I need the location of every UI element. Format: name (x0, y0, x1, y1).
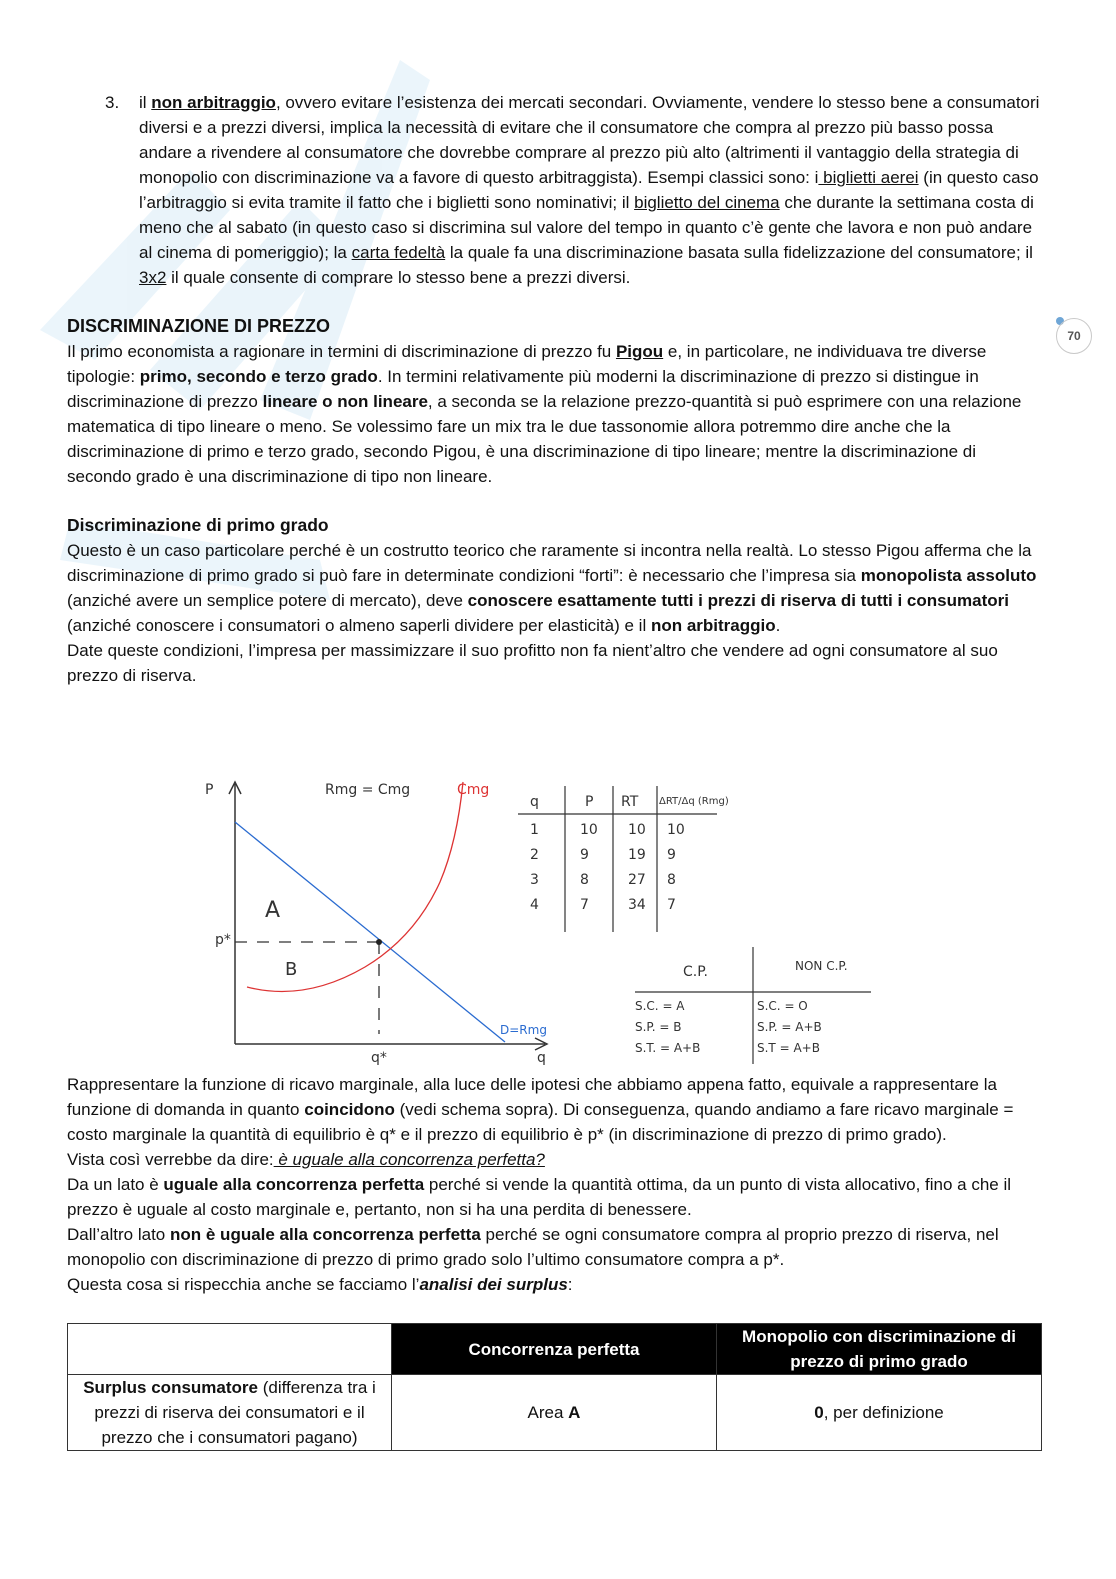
area-b-label: B (285, 959, 298, 980)
cell-concorrenza (392, 1375, 717, 1451)
qstar-label: q* (371, 1050, 387, 1066)
cell-text: , per definizione (823, 1403, 944, 1422)
axis-p-label: P (205, 782, 214, 798)
row-label-bold: Surplus consumatore (83, 1378, 258, 1397)
document-body (67, 90, 1042, 688)
table-cell: 7 (667, 897, 676, 913)
header-concorrenza: Concorrenza perfetta (392, 1324, 717, 1375)
cell-bold: 0 (814, 1403, 824, 1422)
surplus-cell: S.C. = O (757, 999, 808, 1013)
table-cell: 7 (580, 897, 589, 913)
text-run: che durante la settimana costa di meno che al sabato (in questo caso si discrimina sul valore del tempo in quanto c’è gente che lavora e non può andare al cinema di pomeriggio); la (139, 193, 1034, 262)
table-header: RT (621, 794, 639, 810)
table-cell: 10 (580, 822, 598, 838)
table-cell: 27 (628, 872, 646, 888)
cell-text: Area (527, 1403, 569, 1422)
subsection-paragraph (67, 538, 1042, 638)
text-run: la quale fa una discriminazione basata sulla fidelizzazione del consumatore; il (445, 243, 1033, 262)
example-3x2: 3x2 (139, 268, 167, 287)
text-run: e, in particolare, ne individuava tre diverse tipologie: (67, 342, 987, 386)
text-run: Questa cosa si rispecchia anche se facciamo l’ (67, 1275, 420, 1294)
table-cell: 10 (667, 822, 685, 838)
text-run: (anziché avere un semplice potere di mercato), deve (67, 591, 468, 610)
surplus-cell: S.P. = A+B (757, 1020, 822, 1034)
question-text: è uguale alla concorrenza perfetta? (273, 1150, 545, 1169)
paragraph-ricavo (67, 1072, 1042, 1147)
text-run: perché si vende la quantità ottima, da un punto di vista allocativo, fino a che il prezzo è uguale al costo marginale e, pertanto, non si ha una perdita di benessere. (67, 1175, 1012, 1219)
paragraph-uguale (67, 1172, 1042, 1222)
row-label-rest: (differenza tra i prezzi di riserva dei consumatori e il prezzo che i consumatori pagano) (94, 1378, 376, 1447)
text-run: : (567, 1275, 573, 1294)
table-header: q (530, 794, 539, 810)
axis-q-label: q (537, 1050, 546, 1066)
text-run: (vedi schema sopra). Di conseguenza, quando andiamo a fare ricavo marginale = costo marginale la quantità di equilibrio è q* e il prezzo di equilibrio è p* (in discriminazione di prezzo di primo grado). (67, 1100, 1014, 1144)
example-biglietto-cinema: biglietto del cinema (634, 193, 780, 212)
marginal-cost-curve (247, 782, 463, 992)
table-header: ΔRT/Δq (Rmg) (659, 796, 729, 807)
table-header-row (68, 1324, 1042, 1375)
demand-label: D=Rmg (500, 1023, 547, 1037)
table-cell: 1 (530, 822, 539, 838)
text-run: (anziché conoscere i consumatori o almeno saperli dividere per elasticità) e il (67, 616, 651, 635)
term-lineare: lineare o non lineare (262, 392, 428, 411)
pstar-label: p* (215, 932, 231, 948)
surplus-table (635, 947, 871, 1064)
equilibrium-point (376, 939, 382, 945)
table-cell: 10 (628, 822, 646, 838)
surplus-cell: S.T = A+B (757, 1041, 820, 1055)
table-cell: 34 (628, 897, 646, 913)
list-item (67, 90, 1042, 290)
term-gradi: primo, secondo e terzo grado (139, 367, 378, 386)
cmg-label: Cmg (457, 782, 490, 798)
after-figure-text (67, 1072, 1042, 1297)
revenue-table (518, 786, 729, 932)
surplus-header-noncp: NON C.P. (795, 959, 848, 973)
area-a-label: A (265, 898, 281, 923)
paragraph-non-uguale (67, 1222, 1042, 1272)
subsection-paragraph-2: Date queste condizioni, l’impresa per massimizzare il suo profitto non fa nient’altro che vendere ad ogni consumatore al suo prezzo di riserva. (67, 641, 998, 685)
text-run: , a seconda se la relazione prezzo-quantità si può esprimere con una relazione matematica di tipo lineare o meno. Se volessimo fare un mix tra le due tassonomie allora potremmo dire anche che la discriminazione di primo e terzo grado, secondo Pigou, è una discriminazione di tipo lineare; mentre la discriminazione di secondo grado è una discriminazione di tipo non lineare. (67, 392, 1022, 486)
example-biglietti-aerei: biglietti aerei (818, 168, 919, 187)
surplus-header-cp: C.P. (683, 964, 708, 980)
demand-line (235, 822, 505, 1042)
rmg-cmg-label: Rmg = Cmg (325, 782, 411, 798)
text-run: il quale consente di comprare lo stesso bene a prezzi diversi. (166, 268, 631, 287)
table-cell: 8 (667, 872, 676, 888)
table-cell: 9 (667, 847, 676, 863)
table-cell: 19 (628, 847, 646, 863)
term-pigou: Pigou (615, 342, 664, 361)
term-coincidono: coincidono (304, 1100, 395, 1119)
term-non-arbitraggio-2: non arbitraggio (650, 616, 776, 635)
table-cell: 3 (530, 872, 539, 888)
section-title: DISCRIMINAZIONE DI PREZZO (67, 316, 331, 336)
surplus-cell: S.P. = B (635, 1020, 682, 1034)
table-header: P (585, 794, 594, 810)
example-carta-fedelta: carta fedeltà (351, 243, 446, 262)
page-number: 70 (1056, 318, 1092, 354)
paragraph-surplus (67, 1272, 1042, 1297)
comparison-table (67, 1323, 1042, 1451)
term-prezzi-riserva: conoscere esattamente tutti i prezzi di riserva di tutti i consumatori (467, 591, 1009, 610)
cell-bold: A (568, 1403, 581, 1422)
table-cell: 4 (530, 897, 539, 913)
text-run: Il primo economista a ragionare in termini di discriminazione di prezzo fu (67, 342, 616, 361)
header-monopolio: Monopolio con discriminazione di prezzo di primo grado (717, 1324, 1042, 1375)
handwritten-diagram (195, 772, 885, 1067)
text-run: . (775, 616, 781, 635)
surplus-cell: S.T. = A+B (635, 1041, 701, 1055)
table-cell: 2 (530, 847, 539, 863)
text-run: Dall’altro lato (67, 1225, 170, 1244)
term-non-uguale: non è uguale alla concorrenza perfetta (170, 1225, 481, 1244)
term-analisi-surplus: analisi dei surplus (419, 1275, 568, 1294)
text-run: il (139, 93, 152, 112)
paragraph-question (67, 1147, 1042, 1172)
text-run: Da un lato è (67, 1175, 164, 1194)
surplus-cell: S.C. = A (635, 999, 685, 1013)
table-row (68, 1375, 1042, 1451)
list-number: 3. (105, 93, 120, 112)
text-run: Vista così verrebbe da dire: (67, 1150, 274, 1169)
section-paragraph (67, 339, 1042, 489)
cell-monopolio (717, 1375, 1042, 1451)
empty-header-cell (68, 1324, 392, 1375)
text-run: Rappresentare la funzione di ricavo marginale, alla luce delle ipotesi che abbiamo appena fatto, equivale a rappresentare la funzione di domanda in quanto (67, 1075, 997, 1119)
table-cell: 8 (580, 872, 589, 888)
text-run: Questo è un caso particolare perché è un costrutto teorico che raramente si incontra nella realtà. Lo stesso Pigou afferma che la discriminazione di primo grado si può fare in determinate condizioni “forti”: è necessario che l’impresa sia (67, 541, 1032, 585)
row-label-cell (68, 1375, 392, 1451)
subsection-title: Discriminazione di primo grado (67, 515, 329, 535)
text-run: (in questo caso l’arbitraggio si evita tramite il fatto che i biglietti sono nominativi; il (139, 168, 1039, 212)
text-run: perché se ogni consumatore compra al proprio prezzo di riserva, nel monopolio con discriminazione di prezzo di primo grado solo l’ultimo consumatore compra a p*. (67, 1225, 999, 1269)
term-monopolista: monopolista assoluto (860, 566, 1037, 585)
text-run: . In termini relativamente più moderni la discriminazione di prezzo si distingue in discriminazione di prezzo (67, 367, 979, 411)
term-uguale: uguale alla concorrenza perfetta (163, 1175, 425, 1194)
term-non-arbitraggio: non arbitraggio (151, 93, 276, 112)
table-cell: 9 (580, 847, 589, 863)
text-run: , ovvero evitare l’esistenza dei mercati secondari. Ovviamente, vendere lo stesso bene a consumatori diversi e a prezzi diversi, implica la necessità di evitare che il consumatore che compra al prezzo più basso possa andare a rivendere al consumatore che dovrebbe comprare al prezzo più alto (altrimenti il vantaggio della strategia di monopolio con discriminazione va a favore di questo arbitraggista). Esempi classici sono: i (139, 93, 1040, 187)
